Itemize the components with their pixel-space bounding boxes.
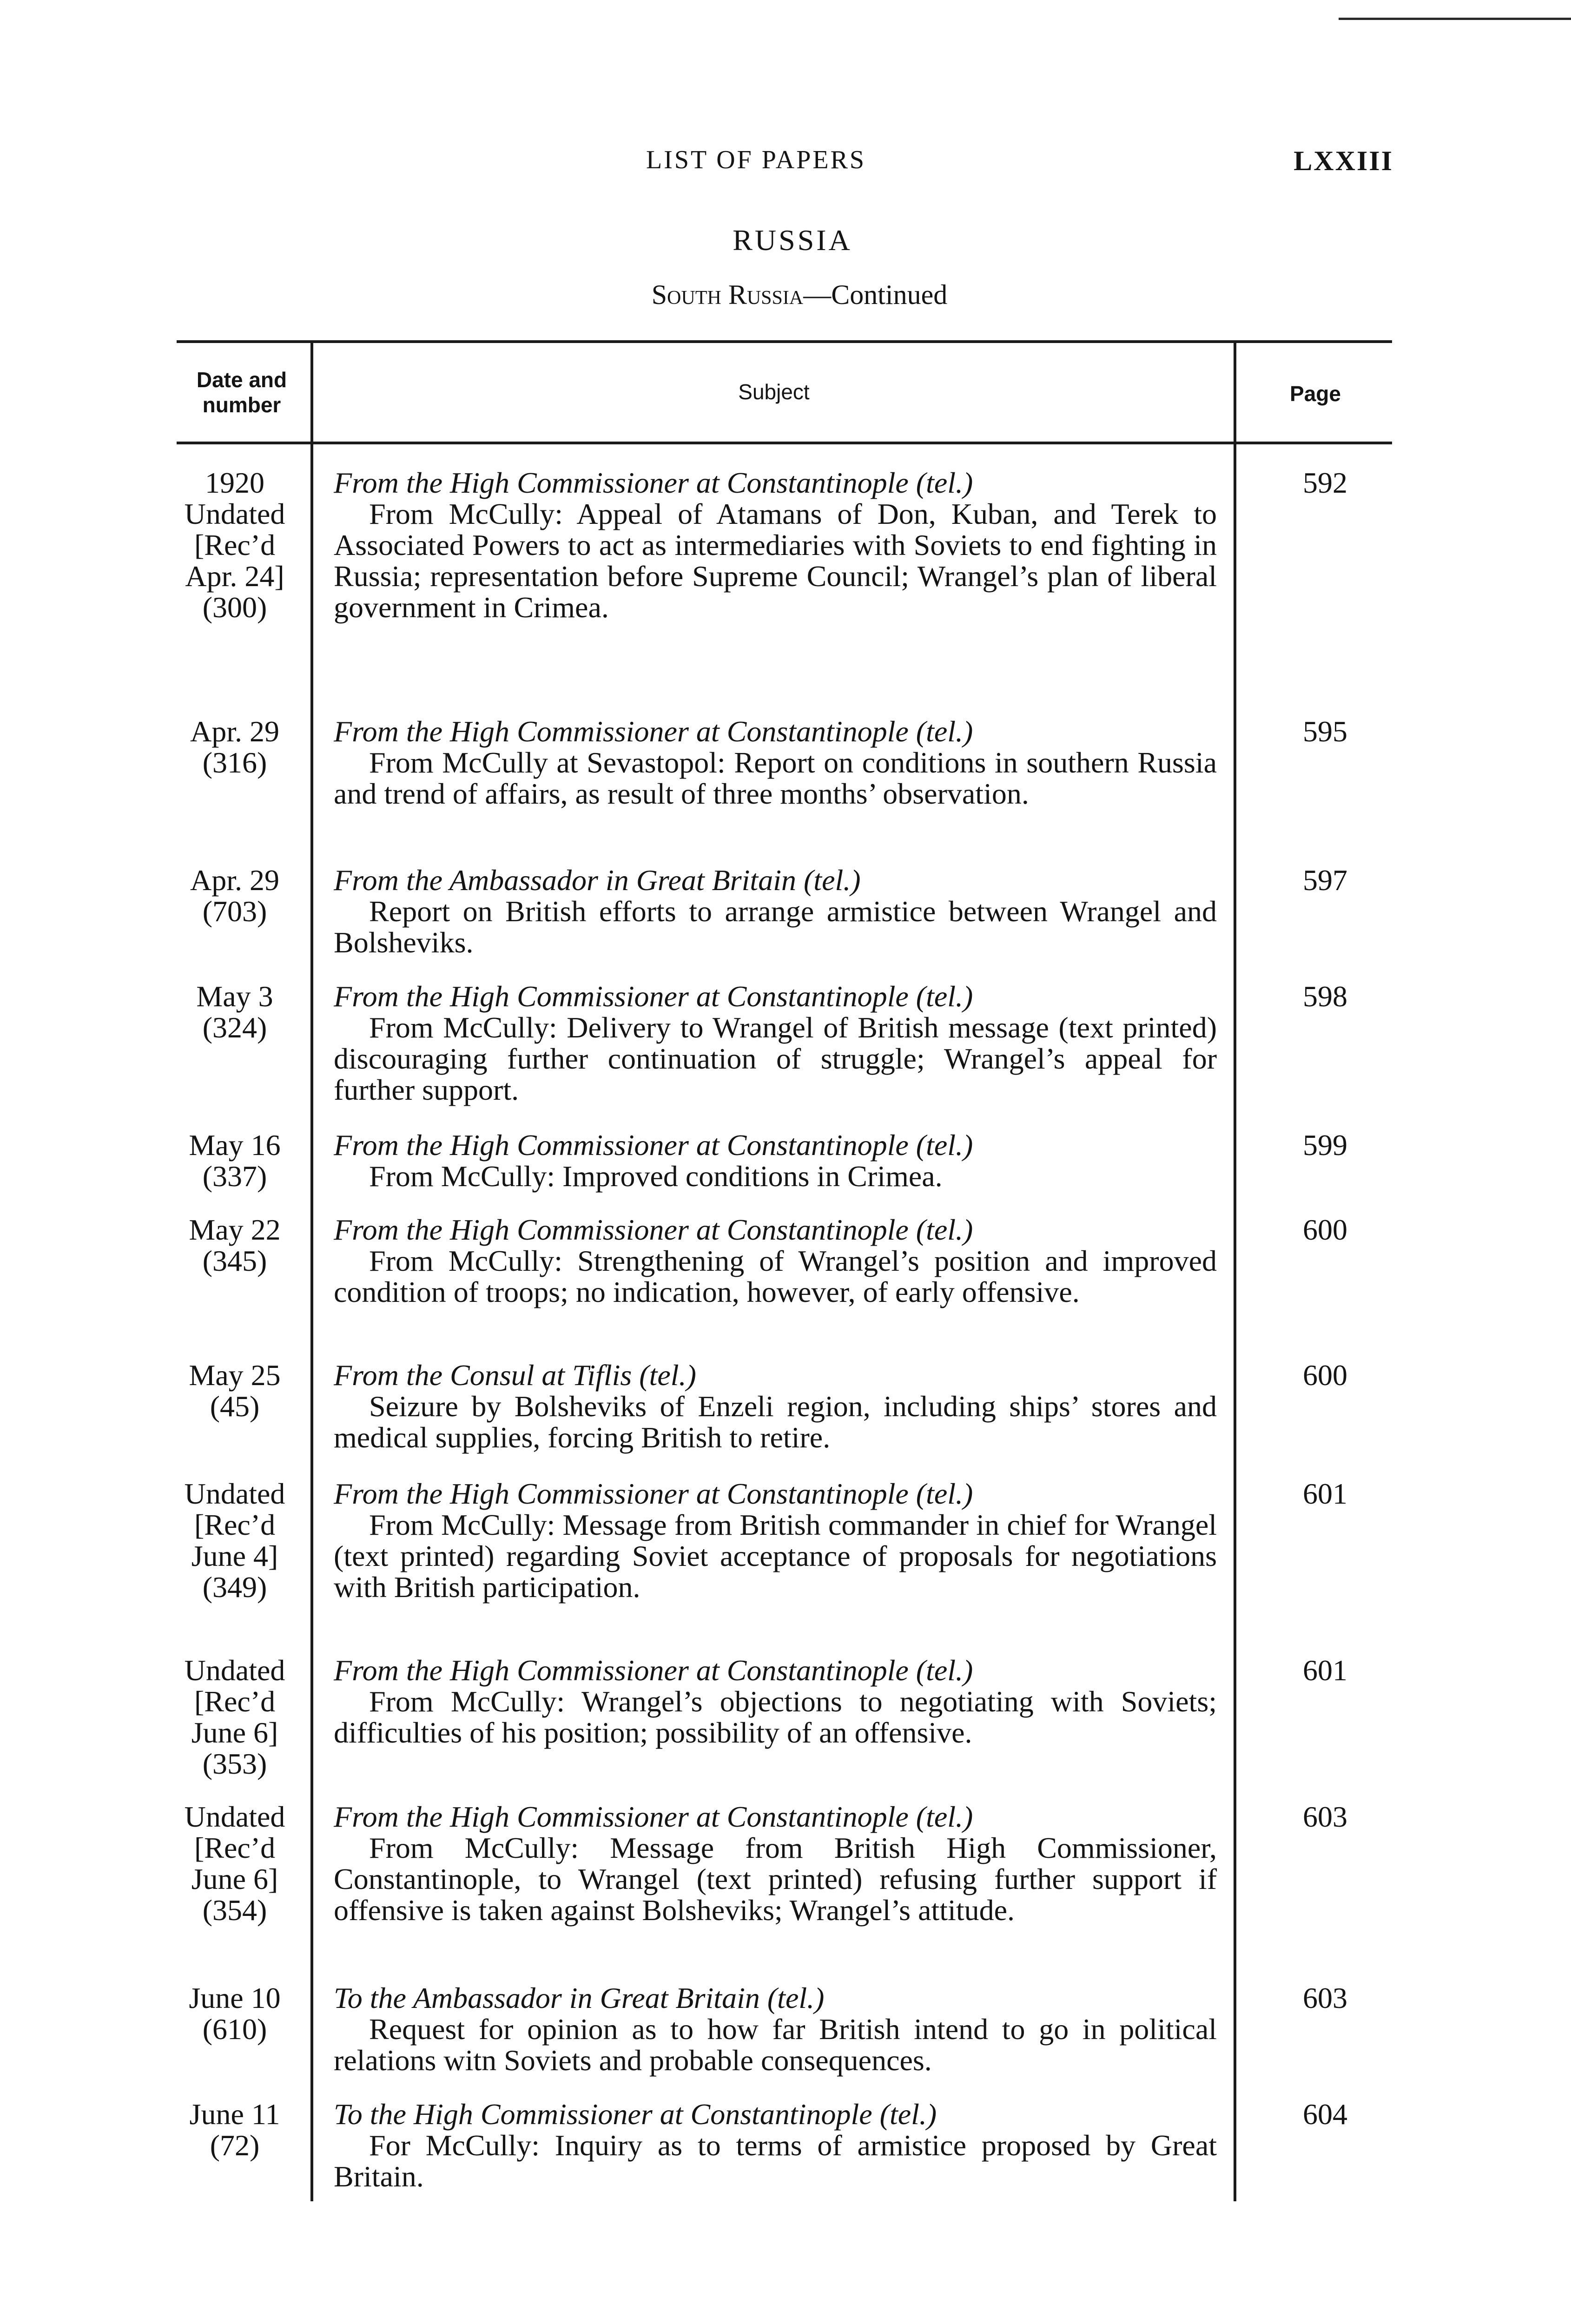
entry-subject: [334, 981, 1217, 1105]
entry-page: 592: [1303, 466, 1347, 499]
entry-page: 601: [1303, 1654, 1347, 1687]
entry-date-line: (316): [202, 746, 267, 779]
entry-page: 600: [1303, 1213, 1347, 1246]
entry-summary: From McCully: Strengthening of Wrangel’s position and improved condition of troops; no indication, however, of early offensive.: [334, 1244, 1217, 1308]
entry-subject: [334, 1982, 1217, 2076]
entry-title: From the High Commissioner at Constantinople (tel.): [334, 1800, 973, 1833]
entry-title: From the Ambassador in Great Britain (tel.): [334, 864, 861, 897]
entry-date-line: Undated: [184, 1477, 285, 1510]
entry-date: [167, 1655, 302, 1779]
entry-page: 603: [1303, 1981, 1347, 2014]
entry-summary: From McCully at Sevastopol: Report on conditions in southern Russia and trend of affairs, as result of three months’ observation.: [334, 746, 1217, 810]
entry-summary: From McCully: Delivery to Wrangel of British message (text printed) discouraging further continuation of struggle; Wrangel’s appeal for further support.: [334, 1011, 1217, 1106]
entry-subject: [334, 467, 1217, 623]
entry-date-line: May 3: [196, 980, 273, 1013]
entry-date: [167, 1478, 302, 1603]
entry-subject: [334, 1655, 1217, 1748]
column-header-date-line2: number: [202, 393, 281, 417]
entry-subject: [334, 716, 1217, 809]
entry-summary: From McCully: Appeal of Atamans of Don, Kuban, and Terek to Associated Powers to act as intermediaries with Soviets to end fighting in Russia; representation before Supreme Council; Wrangel’s plan of liberal government in Crimea.: [334, 497, 1217, 624]
entry-summary: From McCully: Wrangel’s objections to negotiating with Soviets; difficulties of his position; possibility of an offensive.: [334, 1685, 1217, 1749]
table-header-rule: [177, 442, 1392, 444]
entry-date: [167, 716, 302, 778]
entry-page: 600: [1303, 1359, 1347, 1392]
entry-subject: [334, 1214, 1217, 1307]
entry-date-line: Undated: [184, 1800, 285, 1833]
entry-page: 595: [1303, 715, 1347, 748]
entry-title: From the High Commissioner at Constantinople (tel.): [334, 715, 973, 748]
entry-summary: Seizure by Bolsheviks of Enzeli region, including ships’ stores and medical supplies, forcing British to retire.: [334, 1390, 1217, 1454]
entry-page: 603: [1303, 1800, 1347, 1833]
entry-title: To the Ambassador in Great Britain (tel.): [334, 1981, 825, 2014]
column-divider-date: [310, 342, 313, 2201]
entry-date-line: [Rec’d: [194, 1685, 276, 1718]
entry-date-line: May 16: [189, 1129, 281, 1162]
entry-title: From the High Commissioner at Constantinople (tel.): [334, 980, 973, 1013]
entry-date-line: (353): [202, 1747, 267, 1780]
entry-date-line: June 6]: [191, 1716, 278, 1749]
entry-date-line: (72): [210, 2129, 260, 2162]
column-header-date: [177, 367, 307, 417]
entry-title: From the High Commissioner at Constantinople (tel.): [334, 1477, 973, 1510]
entry-date-line: (345): [202, 1244, 267, 1277]
entry-title: From the Consul at Tiflis (tel.): [334, 1359, 696, 1392]
entry-page: 599: [1303, 1129, 1347, 1162]
entry-date: [167, 467, 302, 623]
entry-date-line: [Rec’d: [194, 528, 276, 561]
running-title: LIST OF PAPERS: [646, 145, 866, 174]
entry-date-line: (610): [202, 2013, 267, 2046]
top-corner-rule: [1339, 18, 1571, 20]
entry-page: 604: [1303, 2098, 1347, 2131]
entry-date-line: Apr. 29: [190, 715, 279, 748]
column-divider-page: [1234, 342, 1236, 2201]
page-folio: LXXIII: [1294, 145, 1393, 176]
entry-date: [167, 1129, 302, 1192]
entry-summary: For McCully: Inquiry as to terms of armistice proposed by Great Britain.: [334, 2129, 1217, 2193]
entry-page: 597: [1303, 864, 1347, 897]
entry-date-line: Undated: [184, 1654, 285, 1687]
entry-date-line: June 10: [189, 1981, 281, 2014]
entry-page: 598: [1303, 980, 1347, 1013]
region-heading: [0, 279, 1571, 311]
entry-date-line: May 22: [189, 1213, 281, 1246]
entry-subject: [334, 1801, 1217, 1926]
entry-date: [167, 1360, 302, 1422]
entry-title: From the High Commissioner at Constantinople (tel.): [334, 1213, 973, 1246]
entry-date-line: 1920: [205, 466, 264, 499]
entry-subject: [334, 1360, 1217, 1453]
entry-date-line: (324): [202, 1011, 267, 1044]
entry-date-line: (300): [202, 591, 267, 624]
entry-date-line: [Rec’d: [194, 1831, 276, 1864]
entry-date-line: (45): [210, 1390, 260, 1423]
entry-date-line: June 4]: [191, 1539, 278, 1572]
entry-title: From the High Commissioner at Constantinople (tel.): [334, 466, 973, 499]
entry-date-line: Apr. 29: [190, 864, 279, 897]
table-top-rule: [177, 340, 1392, 343]
entry-date: [167, 1982, 302, 2045]
entry-date-line: June 11: [189, 2098, 280, 2131]
entry-title: From the High Commissioner at Constantinople (tel.): [334, 1129, 973, 1162]
entry-date-line: Apr. 24]: [185, 560, 284, 593]
entry-date: [167, 865, 302, 927]
column-header-subject: Subject: [738, 380, 810, 404]
entry-summary: Report on British efforts to arrange armistice between Wrangel and Bolsheviks.: [334, 895, 1217, 959]
entry-date-line: (354): [202, 1894, 267, 1927]
entry-date: [167, 981, 302, 1043]
entry-summary: From McCully: Improved conditions in Crimea.: [369, 1160, 943, 1193]
entry-summary: From McCully: Message from British High Commissioner, Constantinople, to Wrangel (text printed) refusing further support if offensive is taken against Bolsheviks; Wrangel’s attitude.: [334, 1831, 1217, 1927]
entry-title: To the High Commissioner at Constantinople (tel.): [334, 2098, 937, 2131]
entry-page: 601: [1303, 1477, 1347, 1510]
region-continued: —Continued: [803, 279, 948, 310]
entry-date-line: May 25: [189, 1359, 281, 1392]
entry-date-line: Undated: [184, 497, 285, 530]
entry-summary: Request for opinion as to how far British intend to go in political relations witn Soviets and probable consequences.: [334, 2013, 1217, 2077]
entry-date-line: (703): [202, 895, 267, 928]
column-header-page: Page: [1290, 382, 1341, 406]
entry-date: [167, 2099, 302, 2161]
entry-subject: [334, 1129, 1217, 1192]
entry-date: [167, 1214, 302, 1276]
entry-subject: [334, 865, 1217, 958]
entry-subject: [334, 1478, 1217, 1603]
entry-date-line: [Rec’d: [194, 1508, 276, 1541]
entry-date-line: June 6]: [191, 1862, 278, 1895]
column-header-date-line1: Date and: [196, 368, 287, 392]
entry-date: [167, 1801, 302, 1926]
region-name: South Russia: [651, 279, 804, 310]
entry-title: From the High Commissioner at Constantinople (tel.): [334, 1654, 973, 1687]
entry-date-line: (349): [202, 1571, 267, 1604]
entry-date-line: (337): [202, 1160, 267, 1193]
country-heading: RUSSIA: [733, 224, 852, 257]
entry-summary: From McCully: Message from British commander in chief for Wrangel (text printed) regarding Soviet acceptance of proposals for negotiations with British participation.: [334, 1508, 1217, 1604]
entry-subject: [334, 2099, 1217, 2192]
